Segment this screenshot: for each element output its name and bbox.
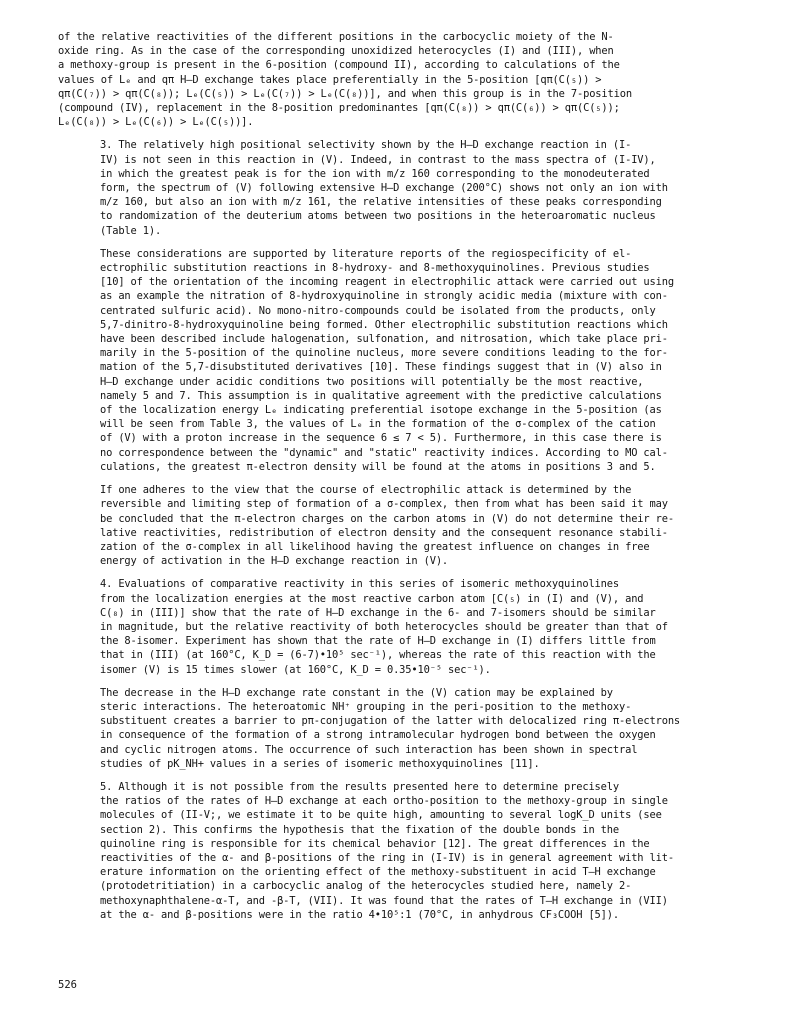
text-line: IV) is not seen in this reaction in (V). Indeed, in contrast to the mass spectra of (I-IV), xyxy=(100,153,656,166)
paragraph xyxy=(58,483,758,568)
text-line: of the localization energy Lₑ indicating preferential isotope exchange in the 5-position (as xyxy=(100,404,662,417)
text-line: molecules of (II-V;, we estimate it to be quite high, amounting to several logK_D units (see xyxy=(100,809,662,822)
text-line: to randomization of the deuterium atoms between two positions in the heteroaromatic nucleus xyxy=(100,210,656,223)
text-line: that in (III) (at 160°C, K_D = (6-7)•10⁵ sec⁻¹), whereas the rate of this reaction with the xyxy=(100,649,656,662)
text-line: centrated sulfuric acid). No mono-nitro-compounds could be isolated from the products, only xyxy=(100,304,656,317)
text-line: H–D exchange under acidic conditions two positions will potentially be the most reactive, xyxy=(100,375,644,388)
text-line: isomer (V) is 15 times slower (at 160°C, K_D = 0.35•10⁻⁵ sec⁻¹). xyxy=(100,663,491,676)
text-line: (Table 1). xyxy=(100,224,162,237)
text-line: the 8-isomer. Experiment has shown that the rate of H–D exchange in (I) differs little from xyxy=(100,635,656,648)
text-line: (compound (IV), replacement in the 8-position predominantes [qπ(C(₈)) > qπ(C(₆)) > qπ(C(₅)); xyxy=(58,102,620,115)
text-line: in which the greatest peak is for the ion with m/z 160 corresponding to the monodeuterated xyxy=(100,167,650,180)
text-line: (protodetritiation) in a carbocyclic analog of the heterocycles studied here, namely 2- xyxy=(100,880,632,893)
text-line: a methoxy-group is present in the 6-position (compound II), according to calculations of the xyxy=(58,59,620,72)
text-line: of the relative reactivities of the different positions in the carbocyclic moiety of the N- xyxy=(58,31,614,43)
text-line: at the α- and β-positions were in the ratio 4•10⁵:1 (70°C, in anhydrous CF₃COOH [5]). xyxy=(100,908,619,921)
paragraph xyxy=(58,577,758,676)
text-line: C(₈) in (III)] show that the rate of H–D exchange in the 6- and 7-isomers should be similar xyxy=(100,606,656,619)
text-line: 5. Although it is not possible from the results presented here to determine precisely xyxy=(100,780,619,793)
text-line: substituent creates a barrier to pπ-conjugation of the latter with delocalized ring π-electrons xyxy=(100,715,681,728)
text-line: methoxynaphthalene-α-T, and -β-T, (VII). It was found that the rates of T–H exchange in (VII) xyxy=(100,894,668,907)
paragraph xyxy=(58,30,758,129)
text-line: 3. The relatively high positional selectivity shown by the H–D exchange reaction in (I- xyxy=(100,139,632,152)
text-line: oxide ring. As in the case of the corresponding unoxidized heterocycles (I) and (III), when xyxy=(58,45,614,58)
text-line: zation of the σ-complex in all likelihood having the greatest influence on changes in free xyxy=(100,540,650,553)
text-line: These considerations are supported by literature reports of the regiospecificity of el- xyxy=(100,247,632,260)
text-line: in consequence of the formation of a strong intramolecular hydrogen bond between the oxygen xyxy=(100,729,656,742)
text-line: Lₑ(C(₈)) > Lₑ(C(₆)) > Lₑ(C(₅))]. xyxy=(58,116,254,129)
paragraph xyxy=(58,686,758,771)
text-line: no correspondence between the "dynamic" and "static" reactivity indices. According to MO cal- xyxy=(100,446,668,459)
paragraph xyxy=(58,138,758,237)
text-line: reactivities of the α- and β-positions of the ring in (I-IV) is in general agreement with lit- xyxy=(100,851,674,864)
text-line: lative reactivities, redistribution of electron density and the consequent resonance stabili- xyxy=(100,526,668,539)
text-line: [10] of the orientation of the incoming reagent in electrophilic attack were carried out using xyxy=(100,276,674,289)
paragraph xyxy=(58,247,758,474)
text-line: from the localization energies at the most reactive carbon atom [C(₅) in (I) and (V), and xyxy=(100,592,644,605)
text-line: qπ(C(₇)) > qπ(C(₈)); Lₑ(C(₅)) > Lₑ(C(₇)) > Lₑ(C(₈))], and when this group is in the 7-position xyxy=(58,87,632,100)
text-line: as an example the nitration of 8-hydroxyquinoline in strongly acidic media (mixture with con- xyxy=(100,290,668,303)
text-line: quinoline ring is responsible for its chemical behavior [12]. The great differences in the xyxy=(100,837,650,850)
text-line: culations, the greatest π-electron density will be found at the atoms in positions 3 and 5. xyxy=(100,460,656,473)
text-line: will be seen from Table 3, the values of Lₑ in the formation of the σ-complex of the cation xyxy=(100,418,656,431)
body-text xyxy=(58,30,758,931)
text-line: If one adheres to the view that the course of electrophilic attack is determined by the xyxy=(100,484,632,497)
text-line: energy of activation in the H–D exchange reaction in (V). xyxy=(100,555,449,568)
text-line: erature information on the orienting effect of the methoxy-substituent in acid T–H exchange xyxy=(100,866,656,879)
text-line: studies of pK_NH+ values in a series of isomeric methoxyquinolines [11]. xyxy=(100,757,540,770)
text-line: reversible and limiting step of formation of a σ-complex, then from what has been said it may xyxy=(100,498,668,511)
text-line: values of Lₑ and qπ H–D exchange takes place preferentially in the 5-position [qπ(C(₅)) > xyxy=(58,73,602,86)
text-line: the ratios of the rates of H–D exchange at each ortho-position to the methoxy-group in single xyxy=(100,795,668,808)
text-line: be concluded that the π-electron charges on the carbon atoms in (V) do not determine their re- xyxy=(100,512,674,525)
text-line: namely 5 and 7. This assumption is in qualitative agreement with the predictive calculations xyxy=(100,389,662,402)
text-line: 4. Evaluations of comparative reactivity in this series of isomeric methoxyquinolines xyxy=(100,578,619,591)
text-line: mation of the 5,7-disubstituted derivatives [10]. These findings suggest that in (V) also in xyxy=(100,361,662,374)
text-line: The decrease in the H–D exchange rate constant in the (V) cation may be explained by xyxy=(100,686,613,699)
text-line: form, the spectrum of (V) following extensive H–D exchange (200°C) shows not only an ion with xyxy=(100,182,668,195)
text-line: and cyclic nitrogen atoms. The occurrence of such interaction has been shown in spectral xyxy=(100,743,638,756)
page-number: 526 xyxy=(58,979,77,991)
text-line: section 2). This confirms the hypothesis that the fixation of the double bonds in the xyxy=(100,823,619,836)
text-line: steric interactions. The heteroatomic NH⁺ grouping in the peri-position to the methoxy- xyxy=(100,700,632,713)
text-line: ectrophilic substitution reactions in 8-hydroxy- and 8-methoxyquinolines. Previous studies xyxy=(100,262,650,275)
text-line: of (V) with a proton increase in the sequence 6 ≤ 7 < 5). Furthermore, in this case there is xyxy=(100,432,662,445)
text-line: in magnitude, but the relative reactivity of both heterocycles should be greater than that of xyxy=(100,620,668,633)
text-line: have been described include halogenation, sulfonation, and nitrosation, which take place pri- xyxy=(100,333,668,346)
text-line: 5,7-dinitro-8-hydroxyquinoline being formed. Other electrophilic substitution reactions which xyxy=(100,318,668,331)
text-line: marily in the 5-position of the quinoline nucleus, more severe conditions leading to the for- xyxy=(100,347,668,360)
text-line: m/z 160, but also an ion with m/z 161, the relative intensities of these peaks corresponding xyxy=(100,196,662,209)
paragraph xyxy=(58,780,758,922)
